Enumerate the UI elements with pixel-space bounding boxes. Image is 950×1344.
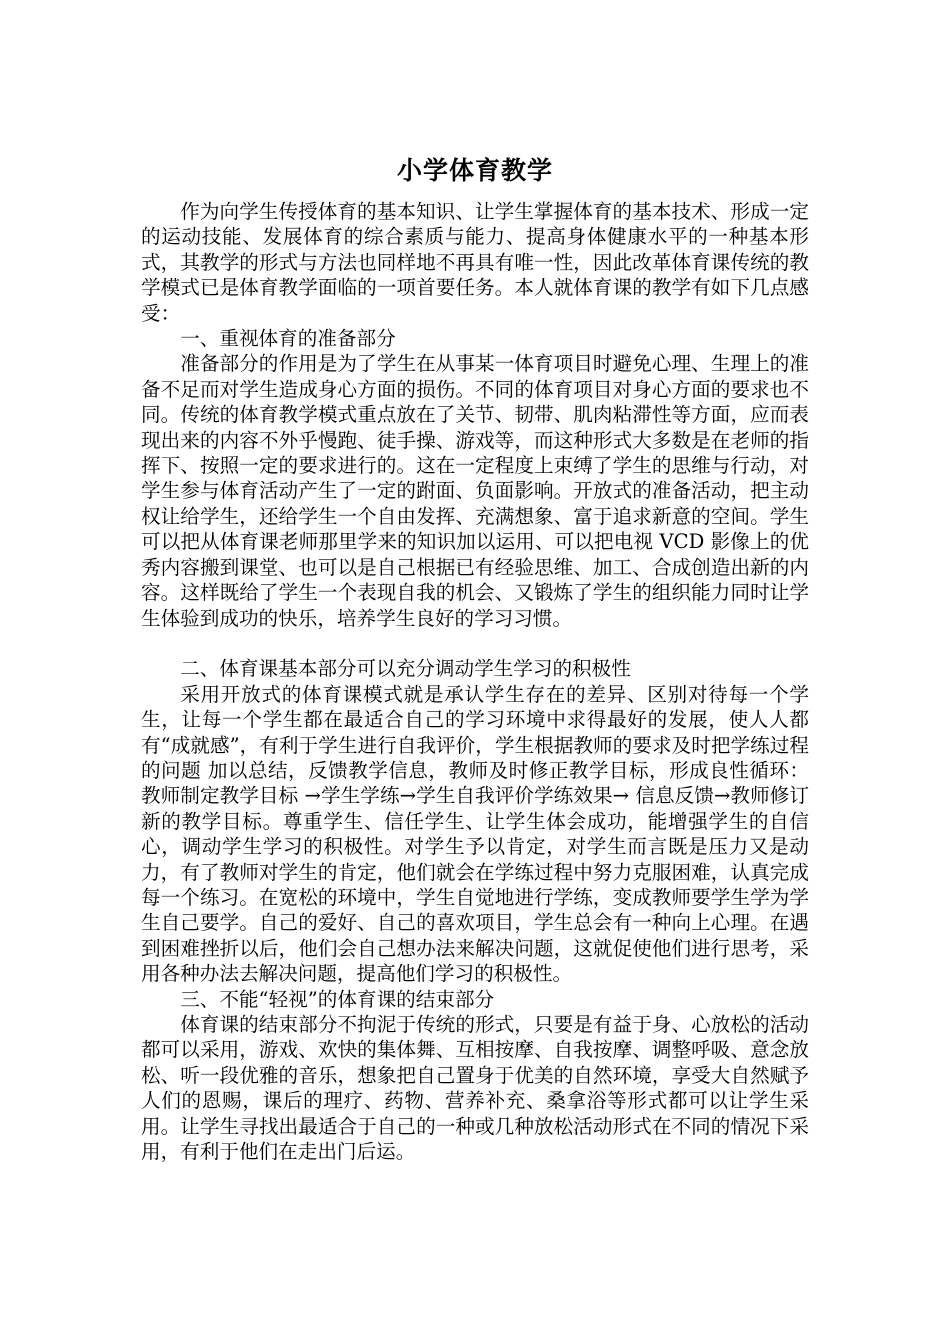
section-1-body: 准备部分的作用是为了学生在从事某一体育项目时避免心理、生理上的准备不足而对学生造成身心方面的损伤。不同的体育项目对身心方面的要求也不同。传统的体育教学模式重点放在了关节、韧带、肌肉粘滞性等方面，应而表现出来的内容不外乎慢跑、徒手操、游戏等，而这种形式大多数是在老师的指挥下、按照一定的要求进行的。这在一定程度上束缚了学生的思维与行动，对学生参与体育活动产生了一定的跗面、负面影响。开放式的准备活动，把主动权让给学生，还给学生一个自由发挥、充满想象、富于追求新意的空间。学生可以把从体育课老师那里学来的知识加以运用、可以把电视 VCD 影像上的优秀内容搬到课堂、也可以是自己根据已有经验思维、加工、合成创造出新的内容。这样既给了学生一个表现自我的机会、又锻炼了学生的组织能力同时让学生体验到成功的快乐，培养学生良好的学习习惯。 <box>141 352 809 630</box>
section-3-heading: 三、不能“轻视”的体育课的结束部分 <box>180 987 495 1011</box>
section-3-body: 体育课的结束部分不拘泥于传统的形式，只要是有益于身、心放松的活动都可以采用，游戏、欢快的集体舞、互相按摩、自我按摩、调整呼吸、意念放松、听一段优雅的音乐，想象把自己置身于优美的自然环境，享受大自然赋予人们的恩赐，课后的理疗、药物、营养补充、桑拿浴等形式都可以让学生采用。让学生寻找出最适合于自己的一种或几种放松活动形式在不同的情况下采用，有利于他们在走出门后运。 <box>141 1012 809 1164</box>
section-2-heading: 二、体育课基本部分可以充分调动学生学习的积极性 <box>180 657 631 681</box>
intro-paragraph: 作为向学生传授体育的基本知识、让学生掌握体育的基本技术、形成一定的运动技能、发展体育的综合素质与能力、提高身体健康水平的一种基本形式，其教学的形式与方法也同样地不再具有唯一性，因此改革体育课传统的教学模式已是体育教学面临的一项首要任务。本人就体育课的教学有如下几点感受： <box>141 200 809 325</box>
section-1-heading: 一、重视体育的准备部分 <box>180 327 396 351</box>
document-title: 小学体育教学 <box>396 156 553 185</box>
document-body <box>141 199 809 1164</box>
section-2-body: 采用开放式的体育课模式就是承认学生存在的差异、区别对待每一个学生，让每一个学生都在最适合自己的学习环境中求得最好的发展，使人人都有“成就感”，有利于学生进行自我评价，学生根据教师的要求及时把学练过程的问题 加以总结，反馈教学信息，教师及时修正教学目标，形成良性循环：教师制定教学目标 →学生学练→学生自我评价学练效果→ 信息反馈→教师修订新的教学目标。尊重学生、信任学生、让学生体会成功，能增强学生的自信心，调动学生学习的积极性。对学生予以肯定，对学生而言既是压力又是动力，有了教师对学生的肯定，他们就会在学练过程中努力克服困难，认真完成每一个练习。在宽松的环境中，学生自觉地进行学练，变成教师要学生学为学生自己要学。自己的爱好、自己的喜欢项目，学生总会有一种向上心理。在遇到困难挫折以后，他们会自己想办法来解决问题，这就促使他们进行思考，采用各种办法去解决问题，提高他们学习的积极性。 <box>141 682 809 986</box>
paragraph-spacer <box>141 631 809 656</box>
